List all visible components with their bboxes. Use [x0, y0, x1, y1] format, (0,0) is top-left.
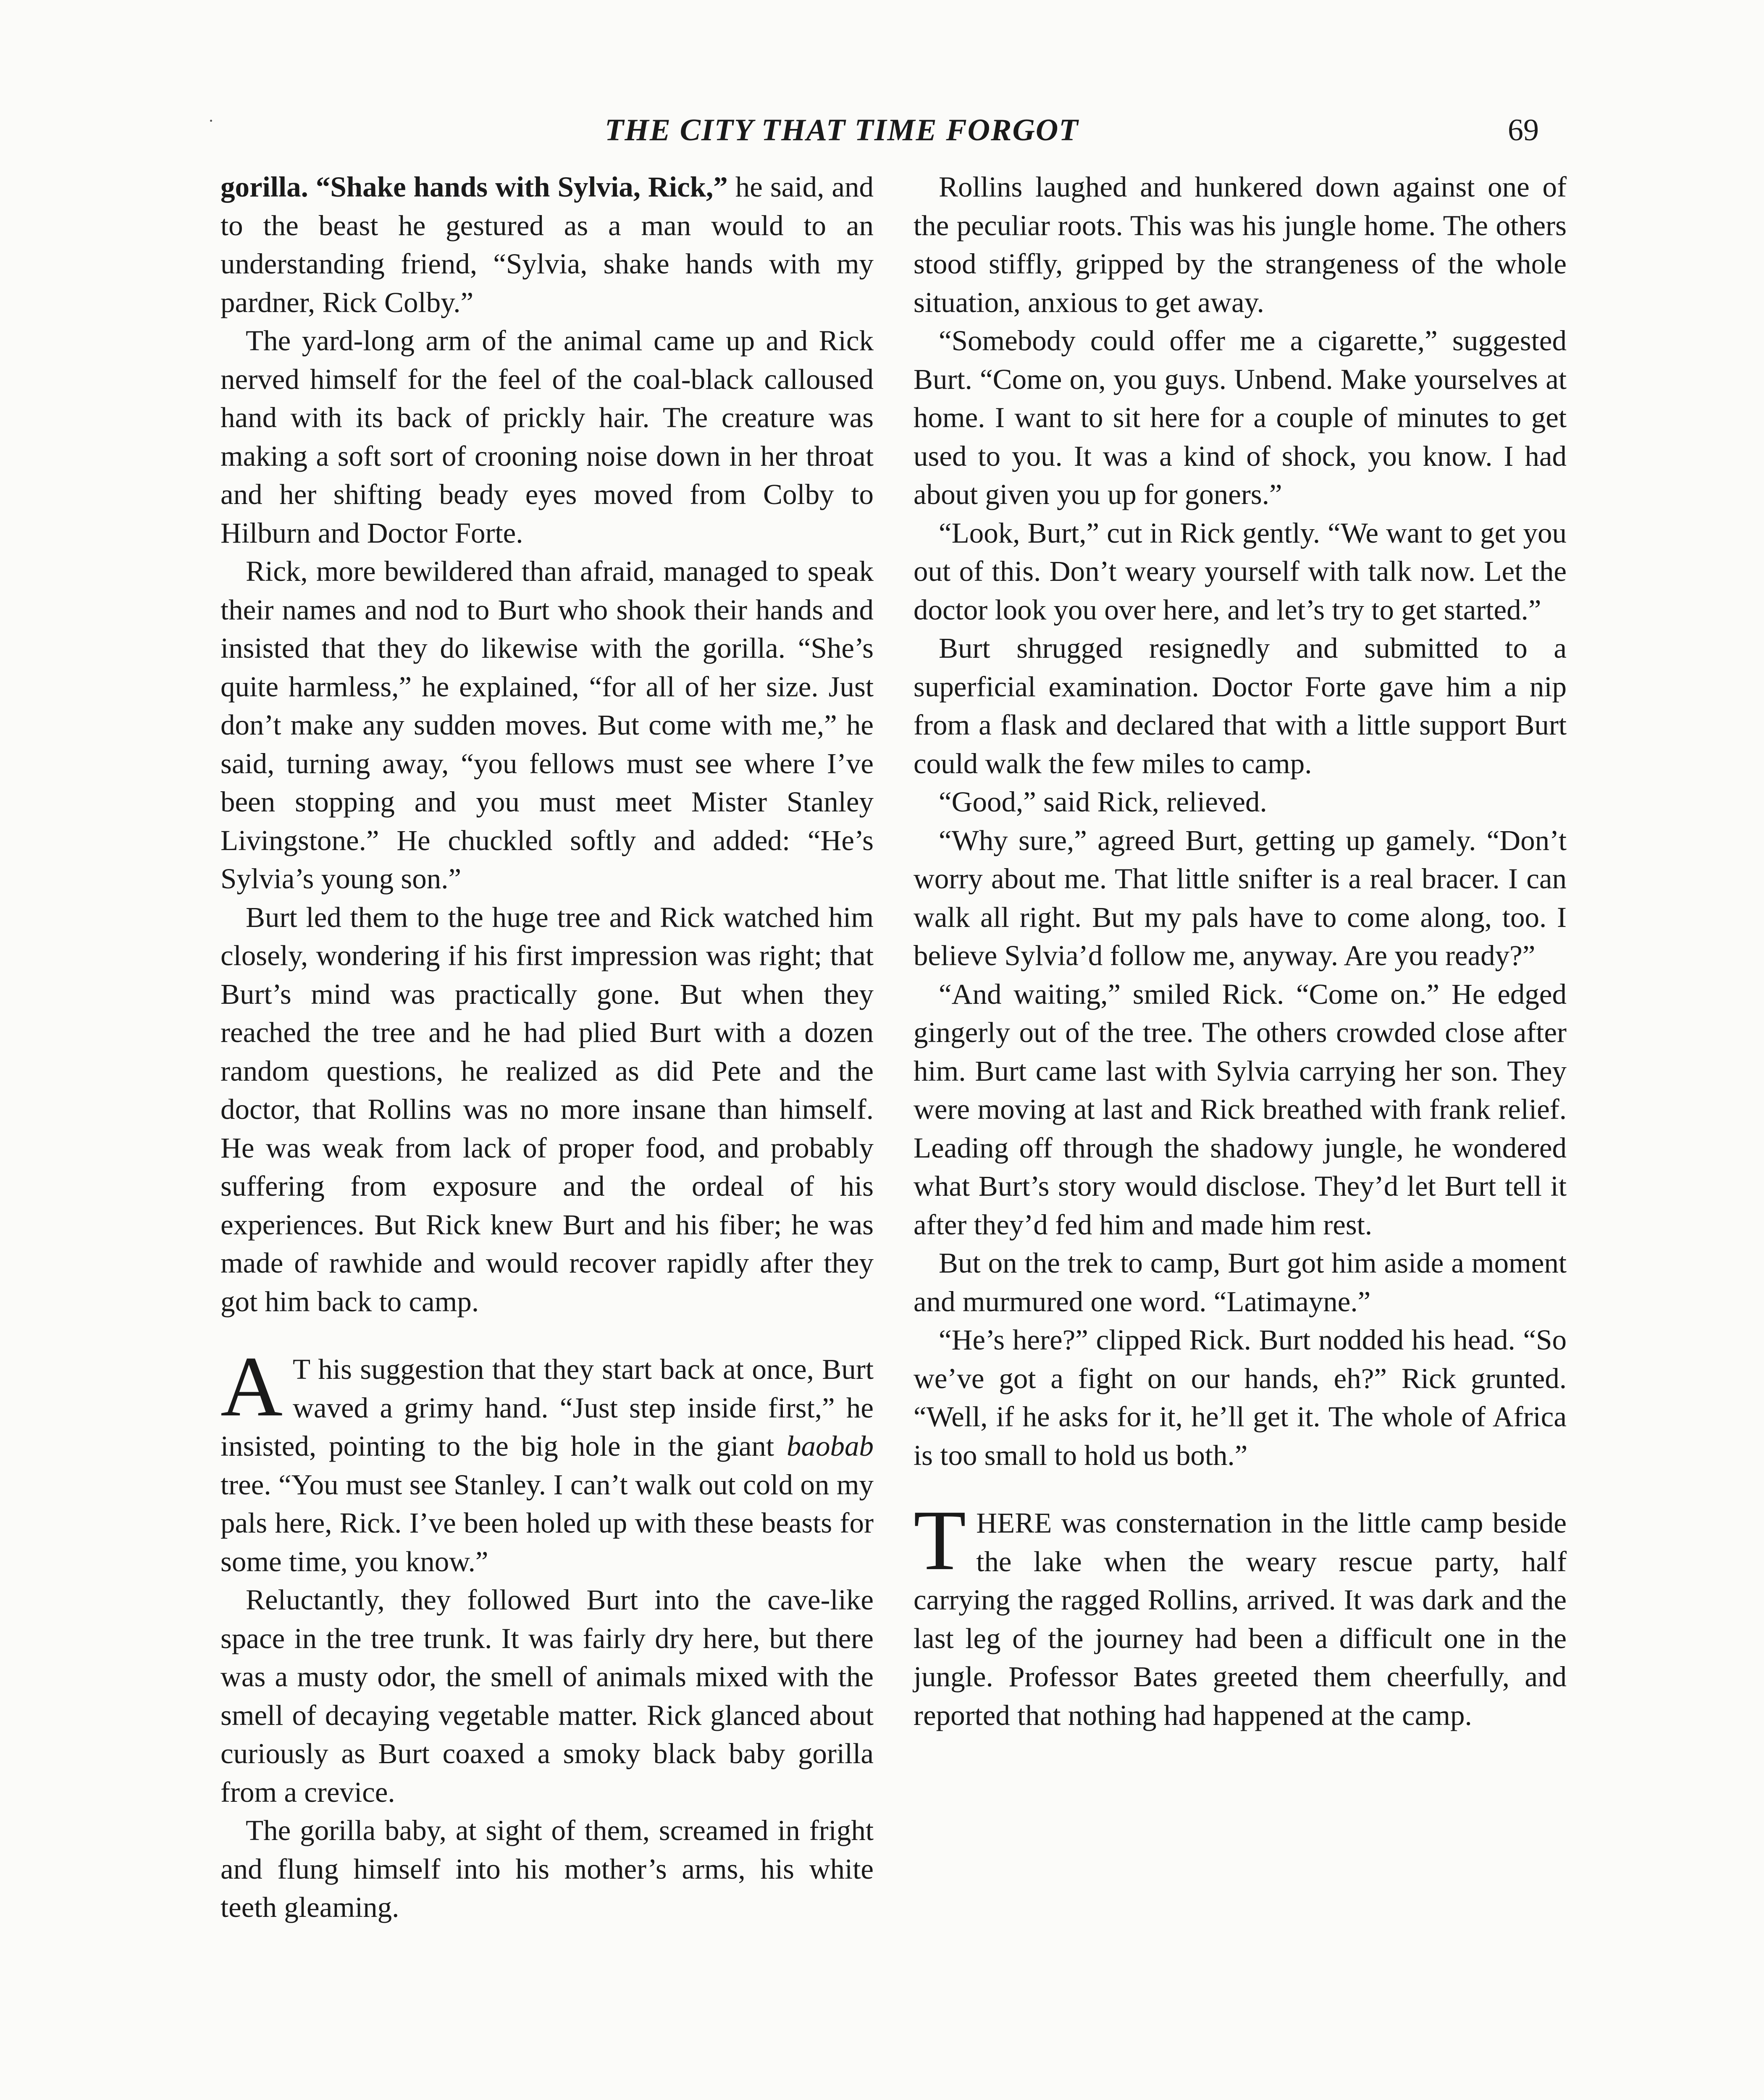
right-column	[914, 168, 1567, 1735]
paragraph: “Good,” said Rick, relieved.	[939, 786, 1267, 818]
drop-cap: A	[220, 1339, 283, 1434]
paragraph: “Look, Burt,” cut in Rick gently. “We want to get you out of this. Don’t weary yourself with talk now. Let the doctor look you over here, and let’s try to get started.”	[914, 517, 1567, 626]
paragraph-lead: gorilla. “Shake hands with Sylvia, Rick,”	[220, 171, 728, 203]
paragraph: Rollins laughed and hunkered down against one of the peculiar roots. This was his jungle home. The others stood stiffly, gripped by the strangeness of the whole situation, anxious to get away.	[914, 171, 1567, 318]
paragraph: “Somebody could offer me a cigarette,” suggested Burt. “Come on, you guys. Unbend. Make yourselves at home. I want to sit here for a couple of minutes to get used to you. It was a kind of shock, you know. I had about given you up for goners.”	[914, 325, 1567, 510]
section-paragraph	[914, 1493, 1567, 1735]
paragraph: Burt shrugged resignedly and submitted to a superficial examination. Doctor Forte gave him a nip from a flask and declared that with a little support Burt could walk the few miles to camp.	[914, 632, 1567, 780]
left-column	[220, 168, 874, 1927]
paragraph-text: tree. “You must see Stanley. I can’t walk out cold on my pals here, Rick. I’ve been holed up with these beasts for some time, you know.”	[220, 1468, 874, 1578]
print-speck	[210, 120, 212, 122]
paragraph-text: HERE was consternation in the little camp beside the lake when the weary rescue party, half carrying the ragged Rollins, arrived. It was dark and the last leg of the journey had been a difficult one in the jungle. Professor Bates greeted them cheerfully, and reported that nothing had happened at the camp.	[914, 1507, 1567, 1731]
running-title: THE CITY THAT TIME FORGOT	[605, 113, 1079, 147]
paragraph: Reluctantly, they followed Burt into the cave-like space in the tree trunk. It was fairly dry here, but there was a musty odor, the smell of animals mixed with the smell of decaying vegetable matter. Rick glanced about curiously as Burt coaxed a smoky black baby gorilla from a crevice.	[220, 1584, 874, 1808]
drop-cap: T	[914, 1493, 966, 1588]
paragraph-text: T his suggestion that they start back at once, Burt waved a grimy hand. “Just step inside first,” he insisted, pointing to the big hole in the giant	[220, 1353, 874, 1462]
paragraph	[220, 168, 874, 322]
page-number: 69	[1508, 113, 1539, 147]
section-paragraph	[220, 1339, 874, 1581]
paragraph: But on the trek to camp, Burt got him aside a moment and murmured one word. “Latimayne.”	[914, 1247, 1567, 1318]
paragraph: The gorilla baby, at sight of them, screamed in fright and flung himself into his mother’s arms, his white teeth gleaming.	[220, 1814, 874, 1923]
paragraph: “Why sure,” agreed Burt, getting up gamely. “Don’t worry about me. That little snifter is a real bracer. I can walk all right. But my pals have to come along, too. I believe Sylvia’d follow me, anyway. Are you ready?”	[914, 824, 1567, 971]
paragraph: Burt led them to the huge tree and Rick watched him closely, wondering if his first impression was right; that Burt’s mind was practically gone. But when they reached the tree and he had plied Burt with a dozen random questions, he realized as did Pete and the doctor, that Rollins was no more insane than himself. He was weak from lack of proper food, and probably suffering from exposure and the ordeal of his experiences. But Rick knew Burt and his fiber; he was made of rawhide and would recover rapidly after they got him back to camp.	[220, 901, 874, 1318]
paragraph: “And waiting,” smiled Rick. “Come on.” He edged gingerly out of the tree. The others crowded close after him. Burt came last with Sylvia carrying her son. They were moving at last and Rick breathed with frank relief. Leading off through the shadowy jungle, he wondered what Burt’s story would disclose. They’d let Burt tell it after they’d fed him and made him rest.	[914, 978, 1567, 1241]
italic-word: baobab	[787, 1430, 874, 1462]
paragraph: Rick, more bewildered than afraid, managed to speak their names and nod to Burt who shook their hands and insisted that they do likewise with the gorilla. “She’s quite harmless,” he explained, “for all of her size. Just don’t make any sudden moves. But come with me,” he said, turning away, “you fellows must see where I’ve been stopping and you must meet Mister Stanley Livingstone.” He chuckled softly and added: “He’s Sylvia’s young son.”	[220, 555, 874, 895]
paragraph-text: he said, and to the beast he gestured as a man would to an understanding friend, “Sylvia, shake hands with my pardner, Rick Colby.”	[220, 171, 874, 318]
paragraph: The yard-long arm of the animal came up and Rick nerved himself for the feel of the coal-black calloused hand with its back of prickly hair. The creature was making a soft sort of crooning noise down in her throat and her shifting beady eyes moved from Colby to Hilburn and Doctor Forte.	[220, 325, 874, 549]
paragraph: “He’s here?” clipped Rick. Burt nodded his head. “So we’ve got a fight on our hands, eh?” Rick grunted. “Well, if he asks for it, he’ll get it. The whole of Africa is too small to hold us both.”	[914, 1324, 1567, 1471]
